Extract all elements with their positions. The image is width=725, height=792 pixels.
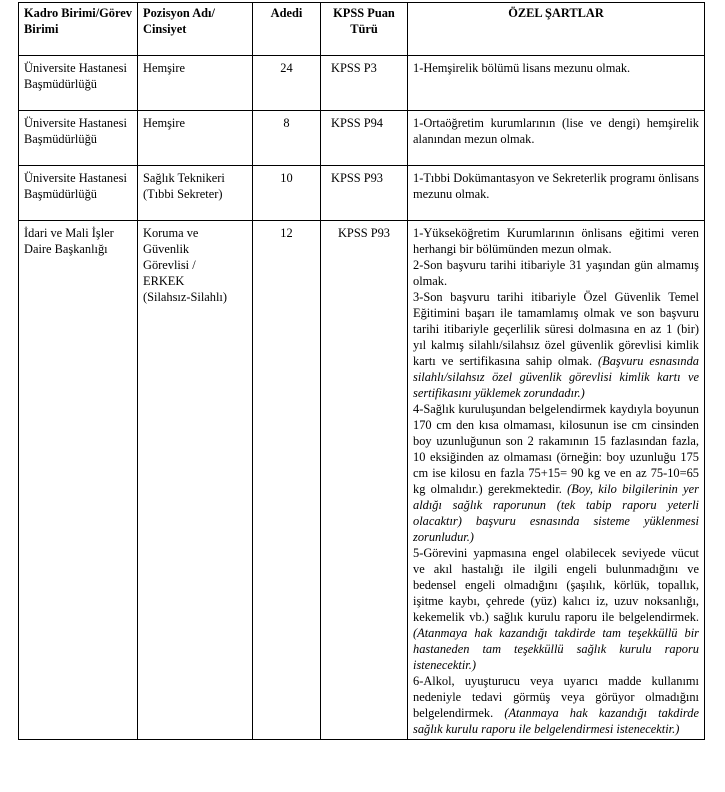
pozisyon-line: ERKEK bbox=[143, 274, 185, 288]
cell-adedi: 24 bbox=[253, 56, 321, 111]
positions-table bbox=[18, 2, 705, 740]
cell-kadro: Üniversite Hastanesi Başmüdürlüğü bbox=[19, 111, 138, 166]
cell-kadro: Üniversite Hastanesi Başmüdürlüğü bbox=[19, 56, 138, 111]
cell-pozisyon: Hemşire bbox=[138, 111, 253, 166]
positions-table-container bbox=[18, 2, 704, 740]
pozisyon-line: Görevlisi / bbox=[143, 258, 196, 272]
sart-item-5-note: (Atanmaya hak kazandığı takdirde tam teşekküllü bir hastaneden tam teşekküllü sağlık kurulu raporu istenecektir.) bbox=[413, 626, 699, 672]
cell-adedi: 8 bbox=[253, 111, 321, 166]
table-row bbox=[19, 166, 705, 221]
sart-item-4-text: 4-Sağlık kuruluşundan belgelendirmek kaydıyla boyunun 170 cm den kısa olmaması, kilosunun ise cm cinsinden boy uzunluğunun son 2 rakamının 15 fazlasından fazla, 10 eksiğinden az olmaması (örneğin: boy uzunluğu 175 cm ise kilosu en fazla 75+15= 90 kg ve en az 75-10=65 kg olmalıdır.) gerekmektedir. bbox=[413, 402, 699, 496]
cell-kadro: İdari ve Mali İşler Daire Başkanlığı bbox=[19, 221, 138, 740]
cell-adedi: 12 bbox=[253, 221, 321, 740]
header-sartlar: ÖZEL ŞARTLAR bbox=[408, 3, 705, 56]
cell-sart: 1-Tıbbi Dokümantasyon ve Sekreterlik programı önlisans mezunu olmak. bbox=[408, 166, 705, 221]
cell-kpss: KPSS P93 bbox=[321, 166, 408, 221]
header-kpss: KPSS Puan Türü bbox=[321, 3, 408, 56]
cell-kadro: Üniversite Hastanesi Başmüdürlüğü bbox=[19, 166, 138, 221]
header-adedi: Adedi bbox=[253, 3, 321, 56]
table-header-row bbox=[19, 3, 705, 56]
table-row bbox=[19, 221, 705, 740]
cell-kpss: KPSS P3 bbox=[321, 56, 408, 111]
sart-item-6-note: (Atanmaya hak kazandığı takdirde sağlık kurulu raporu ile belgelendirmesi istenecektir.) bbox=[413, 706, 699, 736]
cell-pozisyon: Sağlık Teknikeri (Tıbbi Sekreter) bbox=[138, 166, 253, 221]
pozisyon-line: (Silahsız-Silahlı) bbox=[143, 290, 227, 304]
cell-sart: 1-Hemşirelik bölümü lisans mezunu olmak. bbox=[408, 56, 705, 111]
header-kadro: Kadro Birimi/Görev Birimi bbox=[19, 3, 138, 56]
sart-item-2: 2-Son başvuru tarihi itibariyle 31 yaşından gün almamış olmak. bbox=[413, 258, 699, 288]
sart-item-4 bbox=[413, 401, 699, 545]
pozisyon-line: Güvenlik bbox=[143, 242, 190, 256]
sart-item-3-text: 3-Son başvuru tarihi itibariyle Özel Güvenlik Temel Eğitimini başarı ile tamamlamış olmak ve son başvuru tarihi itibariyle geçerlilik süresi dolmasına en az 1 (bir) yıl kalmış silahlı/silahsız özel güvenlik görevlisi kimlik kartı ve sertifikasına sahip olmak. bbox=[413, 290, 699, 368]
sart-item-6-text: 6-Alkol, uyuşturucu veya uyarıcı madde kullanımı nedeniyle tedavi görmüş veya görüyor olmadığını belgelendirmek. bbox=[413, 674, 699, 720]
sart-item-4-note: (Boy, kilo bilgilerinin yer aldığı sağlık raporunun (tek tabip raporu yeterli olacaktır) başvuru esnasında sisteme yüklenmesi zorunludur.) bbox=[413, 482, 699, 544]
sart-item-3 bbox=[413, 289, 699, 401]
sart-item-1: 1-Yükseköğretim Kurumlarının önlisans eğitimi veren herhangi bir bölümünden mezun olmak. bbox=[413, 226, 699, 256]
cell-kpss: KPSS P94 bbox=[321, 111, 408, 166]
cell-pozisyon bbox=[138, 221, 253, 740]
pozisyon-line: Koruma ve bbox=[143, 226, 199, 240]
table-row bbox=[19, 111, 705, 166]
sart-item-5 bbox=[413, 545, 699, 673]
cell-sart bbox=[408, 221, 705, 740]
cell-kpss: KPSS P93 bbox=[321, 221, 408, 740]
table-row bbox=[19, 56, 705, 111]
header-pozisyon: Pozisyon Adı/ Cinsiyet bbox=[138, 3, 253, 56]
sart-item-5-text: 5-Görevini yapmasına engel olabilecek seviyede vücut ve akıl hastalığı ile ilgili engeli bulunmadığını ve bedensel engeli olmadığını (şaşılık, körlük, topallık, işitme kaybı, çehrede (yüz) kalıcı iz, uzuv noksanlığı, kekemelik vb.) sağlık kurulu raporu ile belgelendirmek. bbox=[413, 546, 699, 624]
cell-pozisyon: Hemşire bbox=[138, 56, 253, 111]
cell-sart: 1-Ortaöğretim kurumlarının (lise ve dengi) hemşirelik alanından mezun olmak. bbox=[408, 111, 705, 166]
sart-item-3-note: (Başvuru esnasında silahlı/silahsız özel güvenlik görevlisi kimlik kartı ve sertifikasını yüklemek zorundadır.) bbox=[413, 354, 699, 400]
cell-adedi: 10 bbox=[253, 166, 321, 221]
sart-item-6 bbox=[413, 673, 699, 737]
